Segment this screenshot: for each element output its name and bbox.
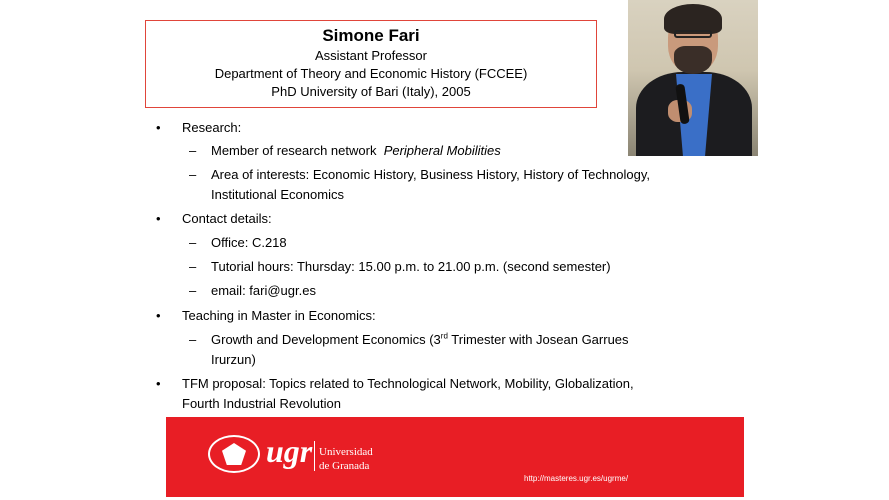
professor-name: Simone Fari <box>322 26 420 45</box>
university-seal-icon <box>208 435 260 473</box>
list-item-research: • Research: <box>182 118 241 138</box>
list-item-tutorial: – Tutorial hours: Thursday: 15.00 p.m. to 21.00 p.m. (second semester) <box>211 257 611 277</box>
bullet-icon: • <box>156 211 161 226</box>
ugr-logo: ugr <box>266 433 313 469</box>
bullet-icon: • <box>156 308 161 323</box>
tfm-continuation: Fourth Industrial Revolution <box>182 396 341 411</box>
network-name: Peripheral Mobilities <box>383 143 501 158</box>
department: Department of Theory and Economic History (FCCEE) <box>214 66 528 81</box>
dash-icon: – <box>189 259 197 274</box>
phd-info: PhD University of Bari (Italy), 2005 <box>271 84 471 99</box>
university-banner <box>166 417 744 497</box>
list-item-office: – Office: C.218 <box>211 233 287 253</box>
bullet-icon: • <box>156 120 161 135</box>
list-item-teaching: • Teaching in Master in Economics: <box>182 306 376 326</box>
bullet-icon: • <box>156 376 161 391</box>
dash-icon: – <box>189 332 197 347</box>
dash-icon: – <box>189 235 197 250</box>
list-item-tfm: • TFM proposal: Topics related to Technological Network, Mobility, Globalization, <box>182 374 634 394</box>
logo-divider <box>314 441 315 471</box>
dash-icon: – <box>189 167 197 182</box>
list-item-contact: • Contact details: <box>182 209 272 229</box>
course-continuation: Irurzun) <box>211 352 256 367</box>
master-url-link[interactable]: http://masteres.ugr.es/ugrme/ <box>524 474 629 483</box>
position-title: Assistant Professor <box>315 48 427 63</box>
list-item-network: – Member of research network Peripheral Mobilities <box>211 141 501 161</box>
university-name: Universidad de Granada <box>319 446 373 472</box>
dash-icon: – <box>189 143 197 158</box>
interests-continuation: Institutional Economics <box>211 187 344 202</box>
list-item-course: – Growth and Development Economics (3rd Trimester with Josean Garrues <box>211 330 629 350</box>
list-item-email: – email: fari@ugr.es <box>211 281 316 301</box>
list-item-interests: – Area of interests: Economic History, Business History, History of Technology, <box>211 165 650 185</box>
dash-icon: – <box>189 283 197 298</box>
